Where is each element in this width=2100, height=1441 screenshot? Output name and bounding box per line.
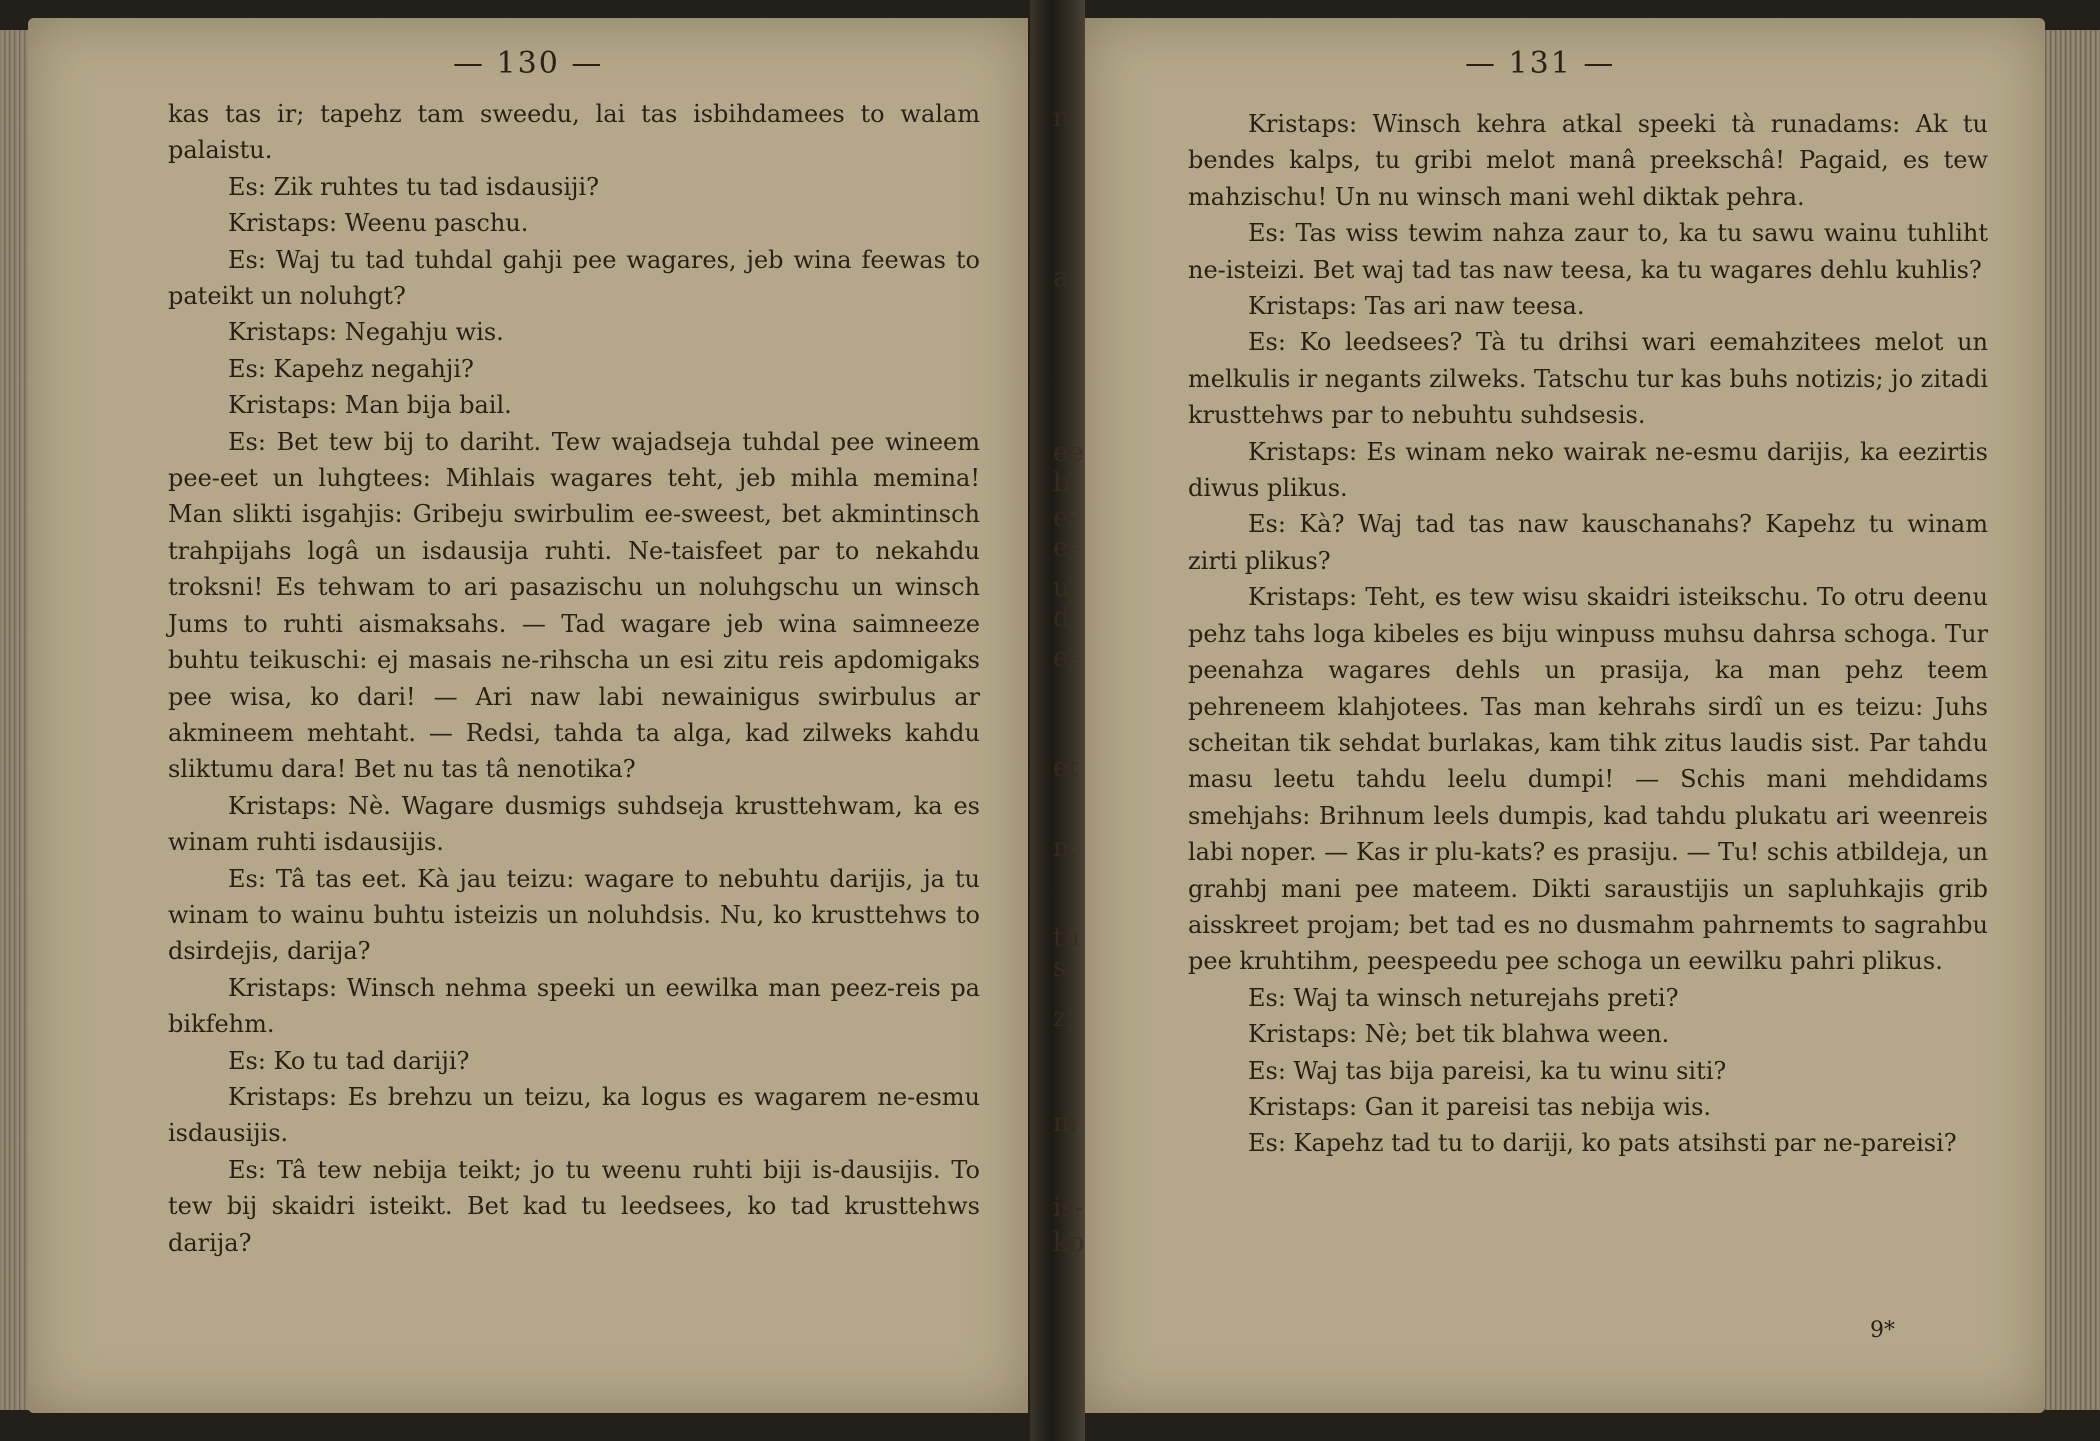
bleed-letter: e-: [1053, 533, 1078, 563]
paragraph: Kristaps: Teht, es tew wisu skaidri isteikschu. To otru deenu pehz tahs loga kibeles es biju winpuss muhsu dahrsa schoga. Tur peenahza wagares dehls un prasija, ka man pehz teem pehreneem klahjotees. Tas man kehrahs sirdî un es teizu: Juhs scheitan tik sehdat burlakas, kam tihk zitus laudis sist. Par tahdu masu leetu tahdu leelu dumpi! — Schis mani mehdidams smehjahs: Brihnum leels dumpis, kad tahdu plukatu ari weenreis labi noper. — Kas ir plu-kats? es prasiju. — Tu! schis atbildeja, un grahbj mani pee mateem. Dikti saraustijis un sapluhkajis grib aisskreet projam; bet tad es no dusmahm pahrnemts to sagrahbu pee kruhtihm, peespeedu pee schoga un eewilku pahri plikus.: [1188, 583, 1988, 976]
bleed-letter: ee: [1053, 438, 1084, 468]
signature-mark: 9*: [1870, 1318, 1895, 1343]
bleed-through-letters: [1045, 100, 1085, 1300]
bleed-letter: a: [1053, 263, 1069, 293]
paragraph: Es: Tas wiss tewim nahza zaur to, ka tu sawu wainu tuhliht ne-isteizi. Bet waj tad tas naw teesa, ka tu wagares dehlu kuhlis?: [1188, 219, 1988, 284]
bleed-letter: d: [1053, 603, 1070, 633]
right-page: [1085, 18, 2045, 1413]
paragraph: Es: Zik ruhtes tu tad isdausiji?: [228, 172, 600, 201]
paragraph: Es: Waj tas bija pareisi, ka tu winu siti?: [1248, 1056, 1727, 1085]
paragraph: Es: Ko leedsees? Tà tu drihsi wari eemahzitees melot un melkulis ir negants zilweks. Tatschu tur kas buhs notizis; jo zitadi krusttehws par to nebuhtu suhdsesis.: [1188, 328, 1988, 430]
paragraph: Kristaps: Nè. Wagare dusmigs suhdseja krusttehwam, ka es winam ruhti isdausijis.: [168, 791, 980, 857]
paragraph: kas tas ir; tapehz tam sweedu, lai tas isbihdamees to walam palaistu.: [168, 100, 980, 165]
left-page-number: — 130 —: [453, 46, 604, 81]
left-page-text: [168, 96, 980, 1261]
bleed-letter: e-: [1053, 503, 1078, 533]
bleed-letter: tu: [1053, 923, 1081, 953]
right-page-number: — 131 —: [1465, 46, 1616, 81]
bleed-letter: s.: [1053, 953, 1075, 983]
bleed-letter: n,: [1053, 833, 1079, 863]
paragraph: Kristaps: Man bija bail.: [228, 391, 512, 420]
left-page: [28, 18, 1028, 1413]
paragraph: Es: Tâ tew nebija teikt; jo tu weenu ruhti biji is-dausijis. To tew bij skaidri isteikt. Bet kad tu leedsees, ko tad krusttehws darija?: [168, 1155, 980, 1257]
paragraph: Es: Ko tu tad dariji?: [228, 1046, 470, 1075]
paragraph: Es: Tâ tas eet. Kà jau teizu: wagare to nebuhtu darijis, ja tu winam to wainu buhtu isteizis un noluhdsis. Nu, ko krusttehws to dsirdejis, darija?: [168, 864, 980, 966]
paragraph: Kristaps: Es winam neko wairak ne-esmu darijis, ka eezirtis diwus plikus.: [1188, 437, 1988, 503]
bleed-letter: ko: [1053, 1228, 1085, 1258]
paragraph: Es: Kà? Waj tad tas naw kauschanahs? Kapehz tu winam zirti plikus?: [1188, 510, 1988, 575]
bleed-letter: e-: [1053, 643, 1078, 673]
bleed-letter: z-: [1053, 1003, 1076, 1033]
paragraph: Kristaps: Winsch nehma speeki un eewilka man peez-reis pa bikfehm.: [168, 973, 980, 1039]
paragraph: Kristaps: Winsch kehra atkal speeki tà runadams: Ak tu bendes kalps, tu gribi melot manâ preekschâ! Pagaid, es tew mahzischu! Un nu winsch mani wehl diktak pehra.: [1188, 110, 1988, 211]
bleed-letter: u: [1053, 573, 1070, 603]
paragraph: Es: Waj ta winsch neturejahs preti?: [1248, 983, 1679, 1012]
bleed-letter: n: [1053, 103, 1070, 133]
paragraph: Es: Kapehz tad tu to dariji, ko pats atsihsti par ne-pareisi?: [1248, 1129, 1957, 1158]
paragraph: Kristaps: Es brehzu un teizu, ka logus es wagarem ne-esmu isdausijis.: [168, 1082, 980, 1148]
right-page-edges: [2045, 30, 2100, 1410]
bleed-letter: b: [1053, 468, 1070, 498]
bleed-letter: et: [1053, 753, 1079, 783]
paragraph: Kristaps: Weenu paschu.: [228, 209, 529, 238]
paragraph: Es: Bet tew bij to dariht. Tew wajadseja tuhdal pee wineem pee-eet un luhgtees: Mihlais wagares teht, jeb mihla memina! Man slikti isgahjis: Gribeju swirbulim ee-sweest, bet akmintinsch trahpijahs logâ un isdausija ruhti. Ne-taisfeet par to nekahdu troksni! Es tehwam to ari pasazischu un noluhgschu un winsch Jums to ruhti aismaksahs. — Tad wagare jeb wina saimneeze buhtu teikuschi: ej masais ne-rihscha un esi zitu reis apdomigaks pee wisa, ko dari! — Ari naw labi newainigus swirbulus ar akmineem mehtaht. — Redsi, tahda ta alga, kad zilweks kahdu sliktumu dara! Bet nu tas tâ nenotika?: [168, 427, 980, 784]
paragraph: Kristaps: Gan it pareisi tas nebija wis.: [1248, 1092, 1712, 1121]
paragraph: Kristaps: Nè; bet tik blahwa ween.: [1248, 1020, 1670, 1049]
bleed-letter: m: [1053, 1108, 1078, 1138]
paragraph: Kristaps: Negahju wis.: [228, 318, 504, 347]
paragraph: Es: Kapehz negahji?: [228, 354, 474, 383]
paragraph: Es: Waj tu tad tuhdal gahji pee wagares, jeb wina feewas to pateikt un noluhgt?: [168, 245, 980, 311]
paragraph: Kristaps: Tas ari naw teesa.: [1248, 292, 1585, 321]
right-page-text: [1188, 106, 1988, 1162]
bleed-letter: is-: [1053, 1193, 1084, 1223]
